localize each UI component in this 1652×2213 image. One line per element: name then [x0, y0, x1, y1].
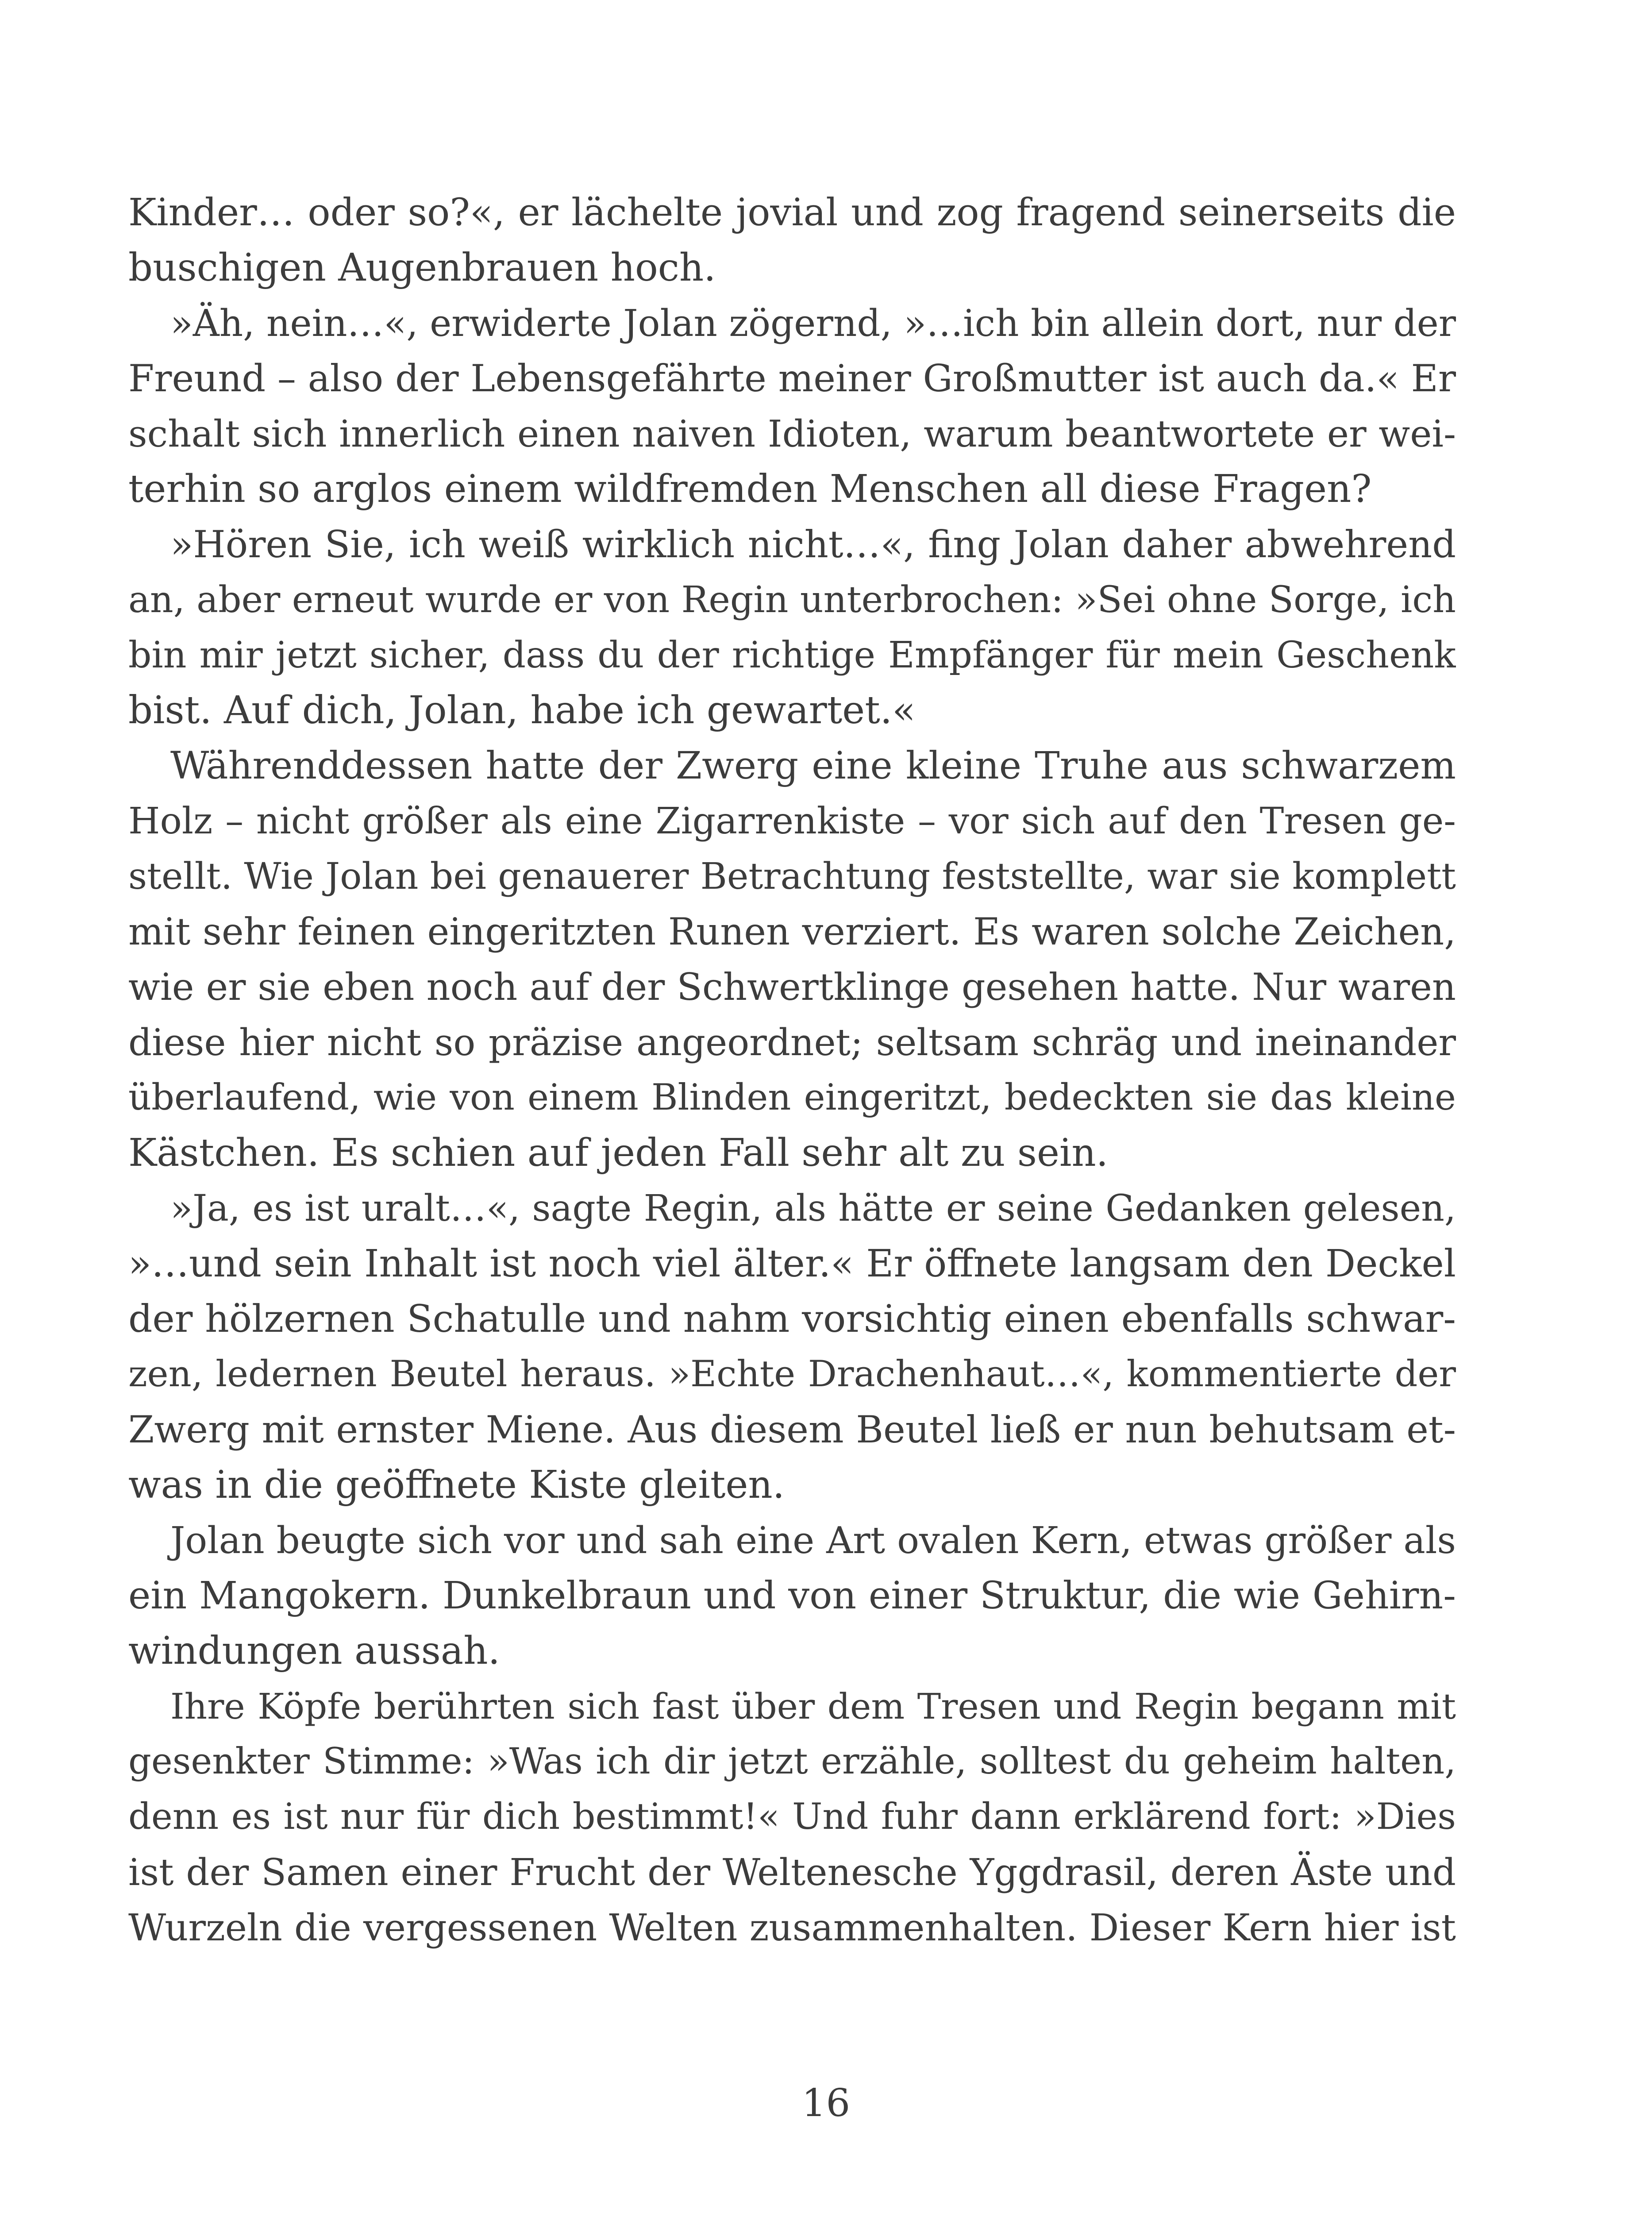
text-line: bist. Auf dich, Jolan, habe ich gewartet.«	[128, 688, 916, 733]
text-line: wie er sie eben noch auf der Schwertklinge gesehen hatte. Nur waren	[128, 965, 1456, 1009]
text-line: ein Mangokern. Dunkelbraun und von einer Struktur, die wie Gehirn-	[128, 1574, 1456, 1618]
text-line: Holz – nicht größer als eine Zigarrenkiste – vor sich auf den Tresen ge-	[128, 800, 1456, 842]
text-line: Wurzeln die vergessenen Welten zusammenhalten. Dieser Kern hier ist	[128, 1906, 1456, 1949]
text-line: diese hier nicht so präzise angeordnet; seltsam schräg und ineinander	[128, 1021, 1456, 1064]
text-line: »Äh, nein…«, erwiderte Jolan zögernd, »…ich bin allein dort, nur der	[170, 302, 1456, 345]
text-line: Jolan beugte sich vor und sah eine Art ovalen Kern, etwas größer als	[170, 1519, 1456, 1562]
text-line: »Hören Sie, ich weiß wirklich nicht…«, fing Jolan daher abwehrend	[170, 523, 1456, 566]
text-line: Kästchen. Es schien auf jeden Fall sehr alt zu sein.	[128, 1131, 1109, 1175]
text-line: terhin so arglos einem wildfremden Menschen all diese Fragen?	[128, 467, 1372, 511]
text-line: »Ja, es ist uralt…«, sagte Regin, als hätte er seine Gedanken gelesen,	[170, 1187, 1456, 1230]
text-line: ist der Samen einer Frucht der Weltenesche Yggdrasil, deren Äste und	[128, 1851, 1456, 1894]
text-line: denn es ist nur für dich bestimmt!« Und fuhr dann erklärend fort: »Dies	[128, 1796, 1456, 1838]
text-line: was in die geöffnete Kiste gleiten.	[128, 1463, 785, 1507]
text-line: Währenddessen hatte der Zwerg eine kleine Truhe aus schwarzem	[170, 744, 1456, 788]
text-line: überlaufend, wie von einem Blinden eingeritzt, bedeckten sie das kleine	[128, 1077, 1456, 1118]
text-line: gesenkter Stimme: »Was ich dir jetzt erzähle, solltest du geheim halten,	[128, 1741, 1456, 1782]
text-line: Kinder… oder so?«, er lächelte jovial und zog fragend seinerseits die	[128, 191, 1456, 235]
text-line: »…und sein Inhalt ist noch viel älter.« Er öffnete langsam den Deckel	[128, 1242, 1456, 1286]
text-line: stellt. Wie Jolan bei genauerer Betrachtung feststellte, war sie komplett	[128, 856, 1456, 898]
text-line: Freund – also der Lebensgefährte meiner Großmutter ist auch da.« Er	[128, 357, 1456, 400]
text-line: Zwerg mit ernster Miene. Aus diesem Beutel ließ er nun behutsam et-	[128, 1408, 1456, 1451]
body-text	[128, 185, 1456, 1955]
text-line: schalt sich innerlich einen naiven Idioten, warum beantwortete er wei-	[128, 413, 1456, 455]
text-line: mit sehr feinen eingeritzten Runen verziert. Es waren solche Zeichen,	[128, 910, 1456, 953]
text-line: zen, ledernen Beutel heraus. »Echte Drachenhaut…«, kommentierte der	[128, 1353, 1456, 1395]
text-line: windungen aussah.	[128, 1629, 500, 1673]
text-line: an, aber erneut wurde er von Regin unterbrochen: »Sei ohne Sorge, ich	[128, 579, 1456, 621]
text-line: Ihre Köpfe berührten sich fast über dem Tresen und Regin begann mit	[170, 1686, 1456, 1727]
page-number: 16	[801, 2081, 851, 2125]
text-line: buschigen Augenbrauen hoch.	[128, 246, 716, 290]
text-line: der hölzernen Schatulle und nahm vorsichtig einen ebenfalls schwar-	[128, 1297, 1456, 1341]
text-line: bin mir jetzt sicher, dass du der richtige Empfänger für mein Geschenk	[128, 634, 1456, 676]
